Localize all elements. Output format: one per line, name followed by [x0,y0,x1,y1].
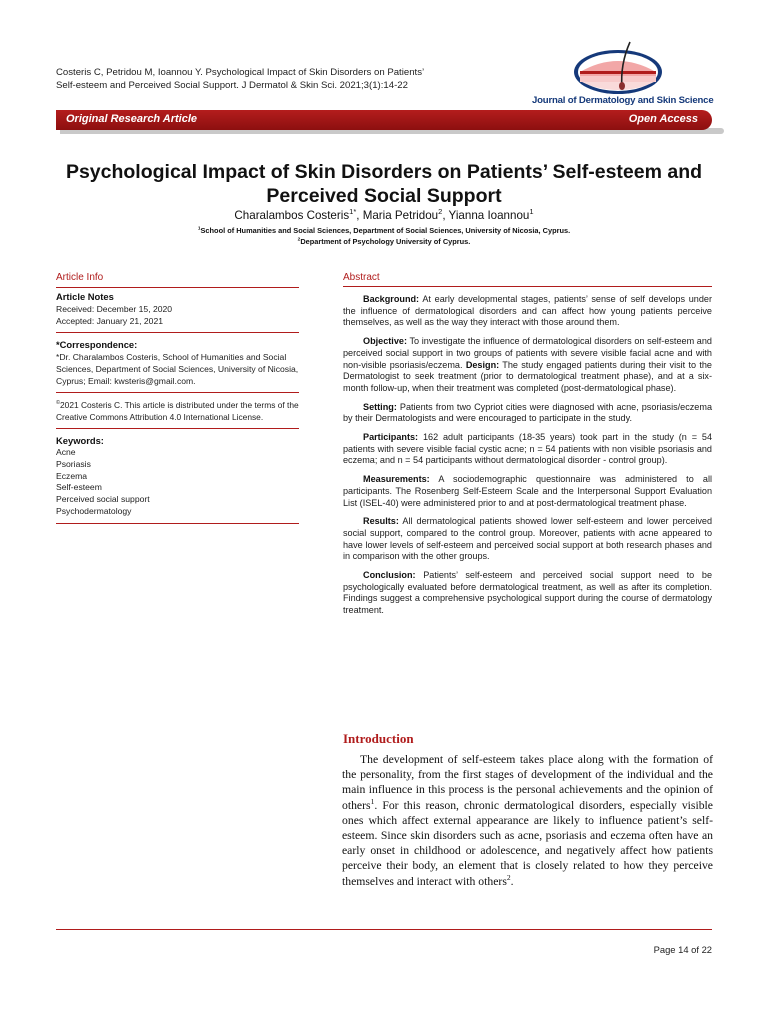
keyword-item: Eczema [56,470,88,481]
article-type-label: Original Research Article [66,113,198,125]
author-sup: 1 [529,207,534,217]
abstract-setting [343,402,712,425]
introduction-heading: Introduction [343,731,414,746]
intro-text: . For this reason, chronic dermatological disorders, especially visible ones which affect external appearance are likely to influence patient’s self-esteem. Since skin disorders such as acne, psoriasis and eczema often have an early onset in childhood or adolescence, and negatively affect how patients perceive their body, an element that is closely related to how they perceive themselves and interact with others [342,798,713,888]
author-list: Charalambos Costeris$^{1*}$, Maria Petridou$^2$, Yianna Ioannou$^1$ [234,207,534,222]
reference-link[interactable]: 2 [506,872,511,882]
author-sup: 2 [438,207,443,217]
page-number: Page 14 of 22 [653,944,712,955]
citation-header [56,66,516,92]
abstract-background [343,294,712,329]
article-title [40,160,728,208]
license-text[interactable]: 2021 Costeris C. This article is distributed under the terms of the Creative Commons Attribution 4.0 International License. [56,400,299,422]
author-name[interactable]: Yianna Ioannou [448,209,530,222]
participants-text: 162 adult participants (18-35 years) took part in the study (n = 54 patients with severe visible facial cystic acne; n = 54 patients with non visible psoriasis and eczema; and n = 54 participants without dermatological disorder - control group). [343,432,712,466]
abstract-objective [343,336,712,395]
results-label: Results: [363,516,399,527]
affiliation-text: Department of Psychology University of Cyprus. [300,237,471,246]
design-label: Design: [465,359,500,370]
affiliation-2 [40,237,728,246]
open-access-label[interactable]: Open Access [628,113,698,125]
setting-text: Patients from two Cypriot cities were diagnosed with acne, psoriasis/eczema by their Dermatologists and were encouraged to participate in the study. [343,401,712,424]
abstract-section [343,272,712,624]
participants-label: Participants: [363,432,419,443]
correspondence-block [56,333,299,393]
title-line: Perceived Social Support [266,185,502,207]
intro-text: . [510,874,514,888]
conclusion-text: Patients’ self-esteem and perceived social support need to be psychologically evaluated before dermatological treatment, as well as after its completion. Findings suggest a comprehensive psychological support during the course of dermatology treatment. [343,570,713,616]
affiliation-1 [40,226,728,235]
abstract-conclusion [343,570,712,617]
skin-layer-logo-icon [572,40,664,96]
introduction-paragraph [342,752,713,889]
abstract-results [343,516,712,563]
intro-text: The development of self-esteem takes place along with the formation of the personality, from the first stages of development of the individual and the main influence in this process is the personal achievements and the opinion of others [342,753,713,812]
keyword-item: Psoriasis [56,458,91,469]
measurements-label: Measurements: [363,474,430,485]
citation-line: Self-esteem and Perceived Social Support. J Dermatol & Skin Sci. 2021;3(1):14-22 [56,80,408,91]
background-text: At early developmental stages, patients’ sense of self develops under the influence of dermatological disorders and can affect how young patients perceive themselves, as well as the way they interact with those around them. [343,294,712,328]
affiliation-sup: 1 [197,226,201,232]
conclusion-label: Conclusion: [363,570,416,581]
accepted-date: Accepted: January 21, 2021 [56,316,164,326]
article-info-heading: Article Info [56,272,299,288]
article-notes-block [56,288,299,333]
results-text: All dermatological patients showed lower self-esteem and lower perceived social support, compared to the control group. Moreover, patients with acne appeared to have lower levels of self-esteem and perceived social support at both research phases and in comparison with the other groups. [343,516,712,562]
copyright-sup: © [56,400,61,407]
keyword-item: Acne [56,447,76,457]
objective-text: To investigate the influence of dermatological disorders on self-esteem and perceived social support in two groups of patients with severe visible facial acne and with non-visible psoriasis/eczema. [343,336,712,370]
journal-name: Journal of Dermatology and Skin Science [532,95,714,106]
author-sup: 1* [349,207,357,217]
correspondence-text[interactable]: *Dr. Charalambos Costeris, School of Humanities and Social Sciences, Department of Social Sciences, University of Nicosia, Cyprus; Email: kwsteris@gmail.com. [56,352,299,386]
author-name[interactable]: Charalambos Costeris [234,209,350,222]
title-line: Psychological Impact of Skin Disorders on Patients’ Self-esteem and [65,161,703,183]
keyword-item: Self-esteem [56,482,102,493]
keyword-item: Psychodermatology [56,505,132,516]
journal-logo[interactable] [526,40,716,108]
keyword-item: Perceived social support [56,494,150,505]
objective-label: Objective: [363,336,407,347]
abstract-heading: Abstract [343,272,712,287]
article-notes-heading: Article Notes [56,291,114,302]
abstract-measurements [343,474,712,509]
measurements-text: A sociodemographic questionnaire was administered to all participants. The Rosenberg Self-Esteem Scale and the Interpersonal Support Evaluation List (ISEL-40) were administered prior to and at post-dermatological treatment phase. [343,474,712,508]
correspondence-heading: *Correspondence: [56,339,138,350]
citation-line: Costeris C, Petridou M, Ioannou Y. Psychological Impact of Skin Disorders on Patients’ [56,67,425,78]
keywords-block [56,429,299,524]
license-block [56,393,299,429]
article-type-band [56,110,712,130]
abstract-participants [343,432,712,467]
article-info-sidebar [56,272,299,524]
footer-divider [56,929,712,930]
affiliation-sup: 2 [297,237,301,243]
background-label: Background: [363,294,420,304]
affiliation-text: School of Humanities and Social Sciences, Department of Social Sciences, University of Nicosia, Cyprus. [200,226,571,235]
setting-label: Setting: [363,401,397,412]
design-text: The study engaged patients during their visit to the Dermatologist to seek treatment (prior to dermatological treatment phase), and at a six-month follow-up, when their treatment was completed (post-dermatological phase). [343,359,712,393]
received-date: Received: December 15, 2020 [56,304,173,314]
author-name[interactable]: Maria Petridou [362,209,439,222]
keywords-heading: Keywords: [56,435,104,446]
reference-link[interactable]: 1 [370,796,375,806]
